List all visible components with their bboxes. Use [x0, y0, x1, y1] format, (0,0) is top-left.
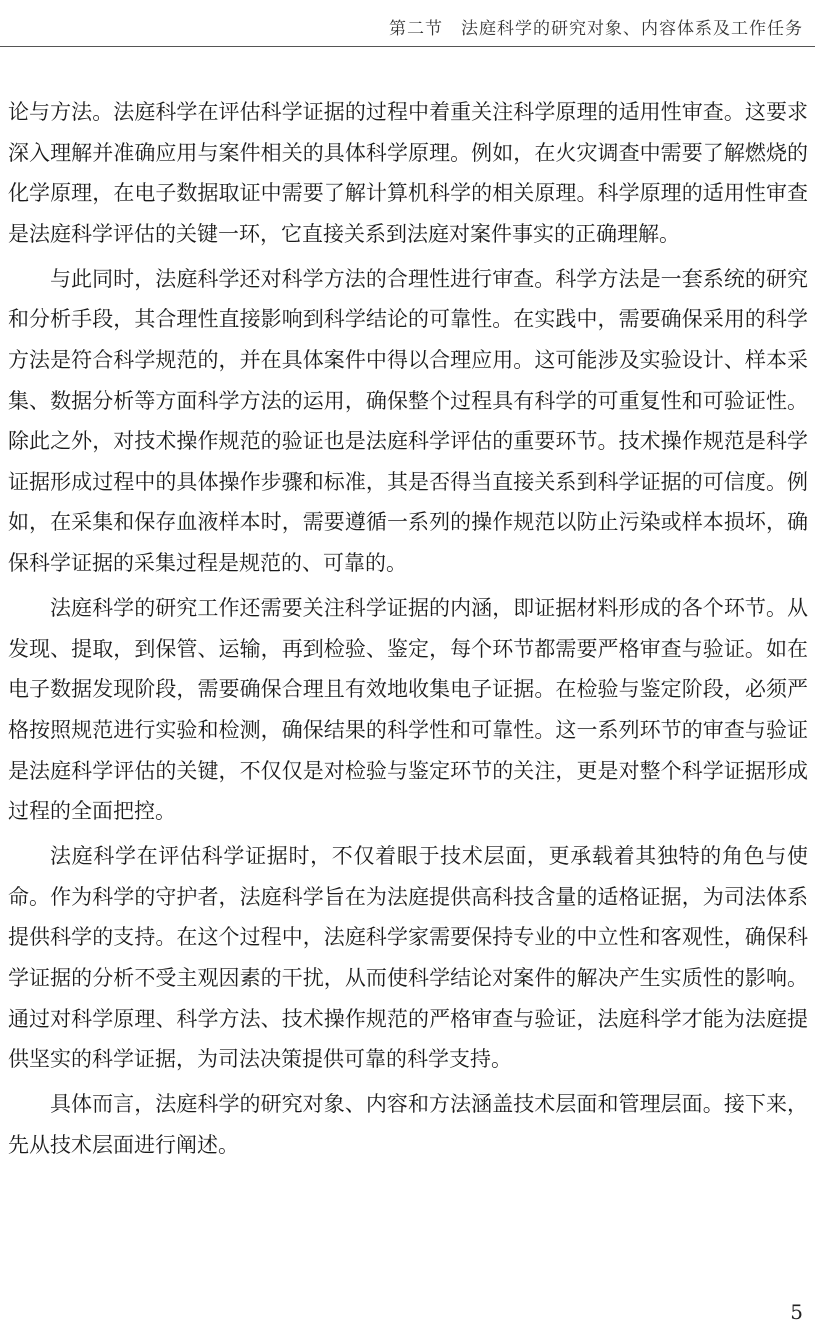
paragraph: 具体而言，法庭科学的研究对象、内容和方法涵盖技术层面和管理层面。接下来，先从技术层面进行阐述。 — [8, 1092, 808, 1157]
paragraph-continued: 论与方法。法庭科学在评估科学证据的过程中着重关注科学原理的适用性审查。这要求深入理解并准确应用与案件相关的具体科学原理。例如，在火灾调查中需要了解燃烧的化学原理，在电子数据取证中需要了解计算机科学的相关原理。科学原理的适用性审查是法庭科学评估的关键一环，它直接关系到法庭对案件事实的正确理解。 — [8, 100, 808, 246]
header-rule — [0, 46, 815, 47]
page-number: 5 — [790, 1300, 803, 1324]
body-text — [8, 92, 808, 1170]
paragraph: 法庭科学在评估科学证据时，不仅着眼于技术层面，更承载着其独特的角色与使命。作为科学的守护者，法庭科学旨在为法庭提供高科技含量的适格证据，为司法体系提供科学的支持。在这个过程中，法庭科学家需要保持专业的中立性和客观性，确保科学证据的分析不受主观因素的干扰，从而使科学结论对案件的解决产生实质性的影响。通过对科学原理、科学方法、技术操作规范的严格审查与验证，法庭科学才能为法庭提供坚实的科学证据，为司法决策提供可靠的科学支持。 — [8, 844, 808, 1072]
running-head: 第二节 法庭科学的研究对象、内容体系及工作任务 — [389, 19, 803, 39]
paragraph: 法庭科学的研究工作还需要关注科学证据的内涵，即证据材料形成的各个环节。从发现、提取，到保管、运输，再到检验、鉴定，每个环节都需要严格审查与验证。如在电子数据发现阶段，需要确保合理且有效地收集电子证据。在检验与鉴定阶段，必须严格按照规范进行实验和检测，确保结果的科学性和可靠性。这一系列环节的审查与验证是法庭科学评估的关键，不仅仅是对检验与鉴定环节的关注，更是对整个科学证据形成过程的全面把控。 — [8, 596, 808, 824]
paragraph: 与此同时，法庭科学还对科学方法的合理性进行审查。科学方法是一套系统的研究和分析手段，其合理性直接影响到科学结论的可靠性。在实践中，需要确保采用的科学方法是符合科学规范的，并在具体案件中得以合理应用。这可能涉及实验设计、样本采集、数据分析等方面科学方法的运用，确保整个过程具有科学的可重复性和可验证性。除此之外，对技术操作规范的验证也是法庭科学评估的重要环节。技术操作规范是科学证据形成过程中的具体操作步骤和标准，其是否得当直接关系到科学证据的可信度。例如，在采集和保存血液样本时，需要遵循一系列的操作规范以防止污染或样本损坏，确保科学证据的采集过程是规范的、可靠的。 — [8, 266, 808, 576]
